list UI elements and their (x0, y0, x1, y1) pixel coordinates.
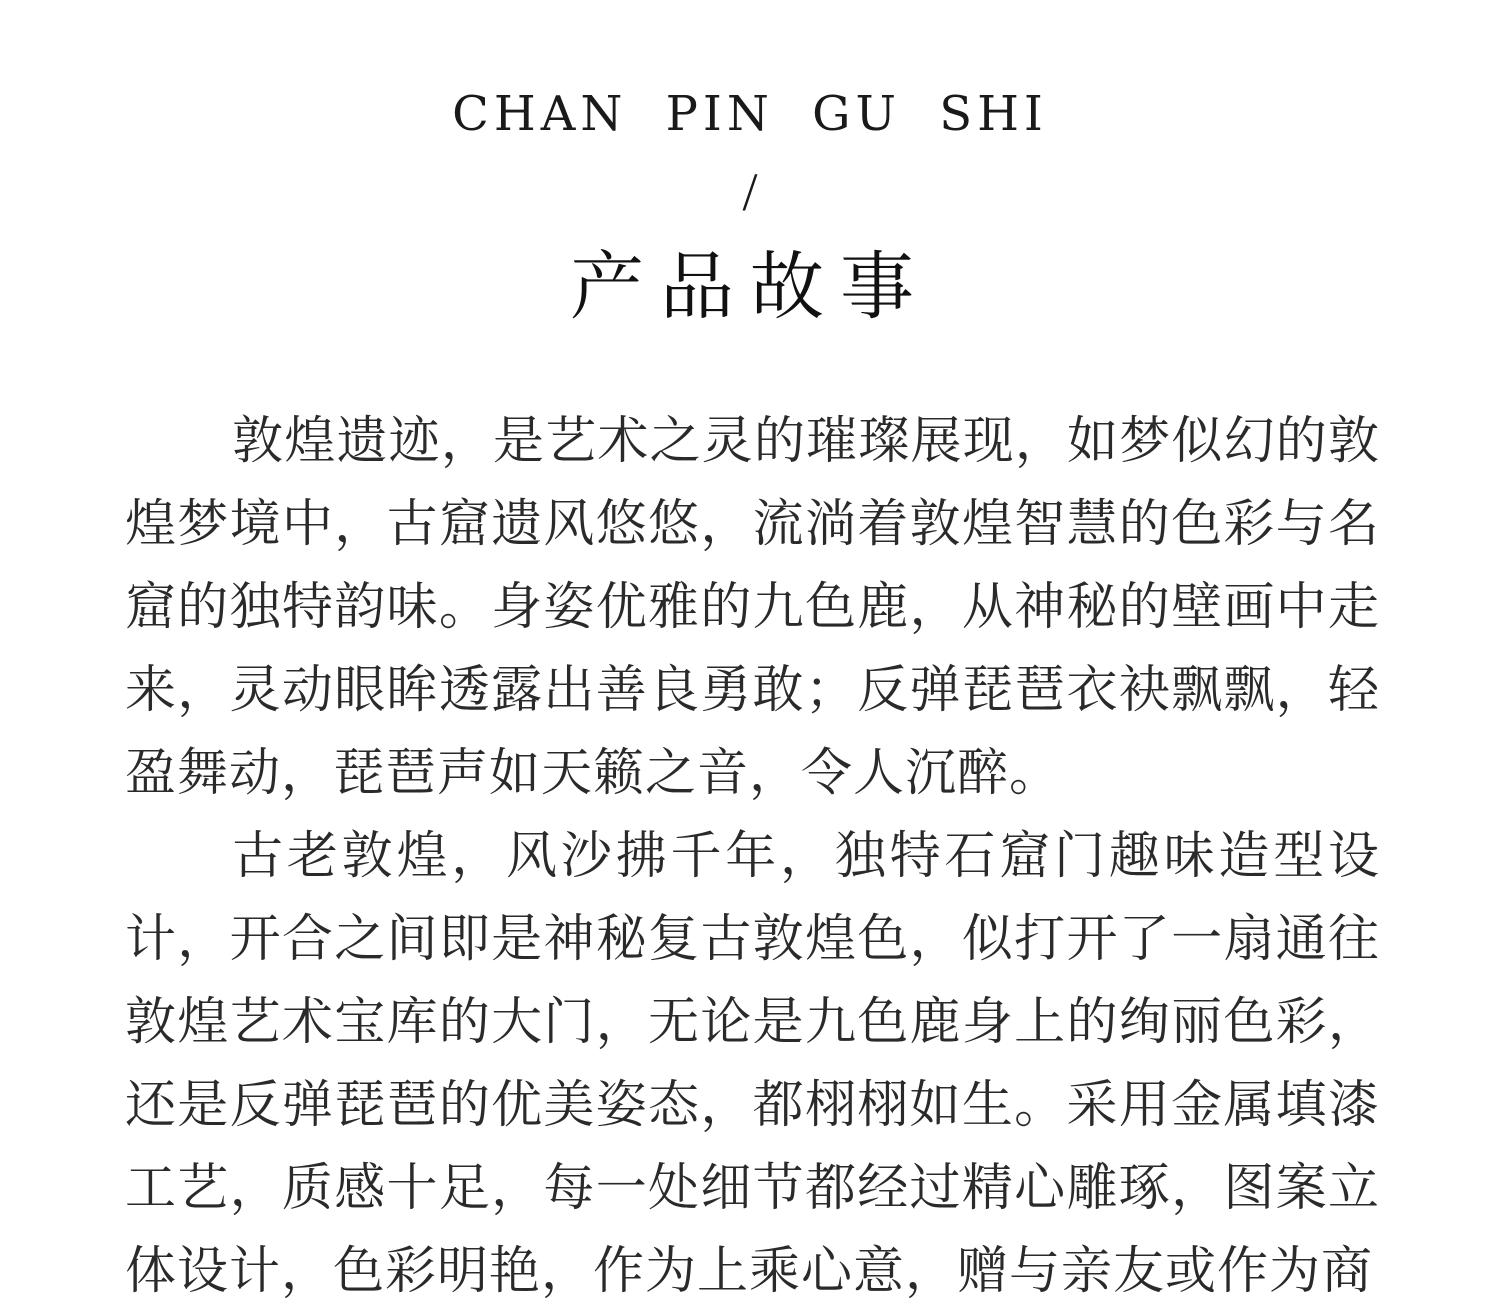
story-paragraph: 古老敦煌，风沙拂千年，独特石窟门趣味造型设计，开合之间即是神秘复古敦煌色，似打开了一扇通往敦煌艺术宝库的大门，无论是九色鹿身上的绚丽色彩，还是反弹琵琶的优美姿态，都栩栩如生。采用金属填漆工艺，质感十足，每一处细节都经过精心雕琢，图案立体设计，色彩明艳，作为上乘心意，赠与亲友或作为商 (125, 827, 1380, 1301)
heading-divider: / (742, 162, 758, 222)
pinyin-heading: CHAN PIN GU SHI (452, 86, 1048, 142)
story-paragraph: 敦煌遗迹，是艺术之灵的璀璨展现，如梦似幻的敦煌梦境中，古窟遗风悠悠，流淌着敦煌智慧的色彩与名窟的独特韵味。身姿优雅的九色鹿，从神秘的壁画中走来，灵动眼眸透露出善良勇敢；反弹琵琶衣袂飘飘，轻盈舞动，琵琶声如天籁之音，令人沉醉。 (125, 412, 1380, 803)
page-title: 产品故事 (570, 244, 930, 330)
story-body (125, 400, 1380, 1313)
